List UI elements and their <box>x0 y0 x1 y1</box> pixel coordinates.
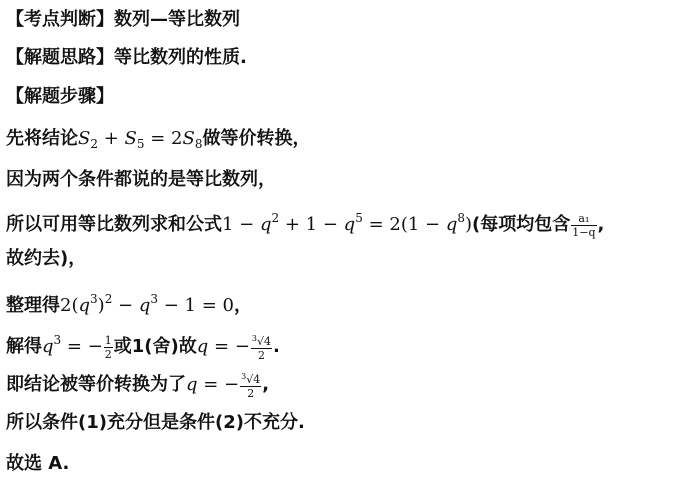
q-var: q <box>186 374 198 395</box>
simplify-term3: − <box>112 295 139 316</box>
convert-prefix: 先将结论 <box>6 128 78 149</box>
conclusion-comma: , <box>262 374 270 395</box>
reason-text: 因为两个条件都说的是等比数列， <box>6 169 276 190</box>
simplify-term2: ) <box>97 295 105 316</box>
equals-sign: = <box>144 128 172 149</box>
q-var: q <box>196 336 209 357</box>
formula-comma: , <box>597 214 605 235</box>
solve-period: . <box>273 336 280 357</box>
equals-minus: = − <box>61 336 103 357</box>
equals-minus: = − <box>197 374 240 395</box>
s5-symbol: $S_5$ <box>124 128 145 151</box>
line-simplify <box>6 287 252 318</box>
plus-sign: + <box>97 128 125 149</box>
steps-header-text: 【解题步骤】 <box>6 86 114 107</box>
line-sufficiency <box>6 411 305 435</box>
fraction-cuberoot: $\frac{^3√4}{2}$ <box>241 372 261 400</box>
exp-2: 2 <box>271 211 280 225</box>
close-paren: ) <box>465 214 473 235</box>
line-reason <box>6 168 276 192</box>
exp-2: 2 <box>104 292 113 306</box>
line-cancel <box>6 247 86 271</box>
line-approach <box>6 46 247 70</box>
conclusion-prefix: 即结论被等价转换为了 <box>6 374 186 395</box>
q-var: q <box>343 214 356 235</box>
formula-prefix: 所以可用等比数列求和公式 <box>6 214 222 235</box>
q-var: q <box>445 214 458 235</box>
fraction-cuberoot: $\frac{^3√4}{2}$ <box>251 334 272 362</box>
line-solve <box>6 328 280 362</box>
line-topic <box>6 8 240 32</box>
coefficient-two: 2 <box>171 128 183 149</box>
q-var: q <box>42 336 54 357</box>
equals-minus: = − <box>208 336 250 357</box>
convert-suffix: 做等价转换， <box>202 128 311 149</box>
sufficiency-text: 所以条件(1)充分但是条件(2)不充分. <box>6 412 305 433</box>
solve-or-text: 或1(舍)故 <box>113 336 197 357</box>
fraction-half: $\frac{1}{2}$ <box>104 333 112 361</box>
answer-text: 故选 A. <box>6 453 70 474</box>
exp-8: 8 <box>457 211 465 225</box>
formula-term3: = 2(1 − <box>362 214 446 235</box>
line-steps-header <box>6 85 114 109</box>
exp-3: 3 <box>53 333 62 347</box>
simplify-term4: − 1 = 0 <box>158 295 234 316</box>
solve-prefix: 解得 <box>6 336 42 357</box>
exp-3: 3 <box>150 292 159 306</box>
line-formula <box>6 206 604 239</box>
q-var: q <box>78 295 91 316</box>
cancel-text: 故约去)， <box>6 248 87 269</box>
q-var: q <box>138 295 151 316</box>
formula-term2: + 1 − <box>279 214 344 235</box>
s2-symbol: $S_2$ <box>78 128 98 151</box>
s8-symbol: $S_8$ <box>182 128 203 151</box>
q-var: q <box>259 214 272 235</box>
topic-text: 【考点判断】数列—等比数列 <box>6 9 240 30</box>
simplify-suffix: ， <box>234 295 252 316</box>
formula-note: (每项均包含 <box>472 214 571 235</box>
line-answer <box>6 452 69 476</box>
exp-3: 3 <box>90 292 98 306</box>
line-convert <box>6 127 310 156</box>
approach-text: 【解题思路】等比数列的性质. <box>6 47 247 68</box>
line-conclusion <box>6 370 269 400</box>
formula-term1: 1 − <box>222 214 260 235</box>
simplify-prefix: 整理得 <box>6 295 60 316</box>
simplify-term1: 2( <box>60 295 79 316</box>
exp-5: 5 <box>355 211 363 225</box>
fraction-a1: $\frac{\text{a₁}}{1-q}$ <box>572 211 596 239</box>
